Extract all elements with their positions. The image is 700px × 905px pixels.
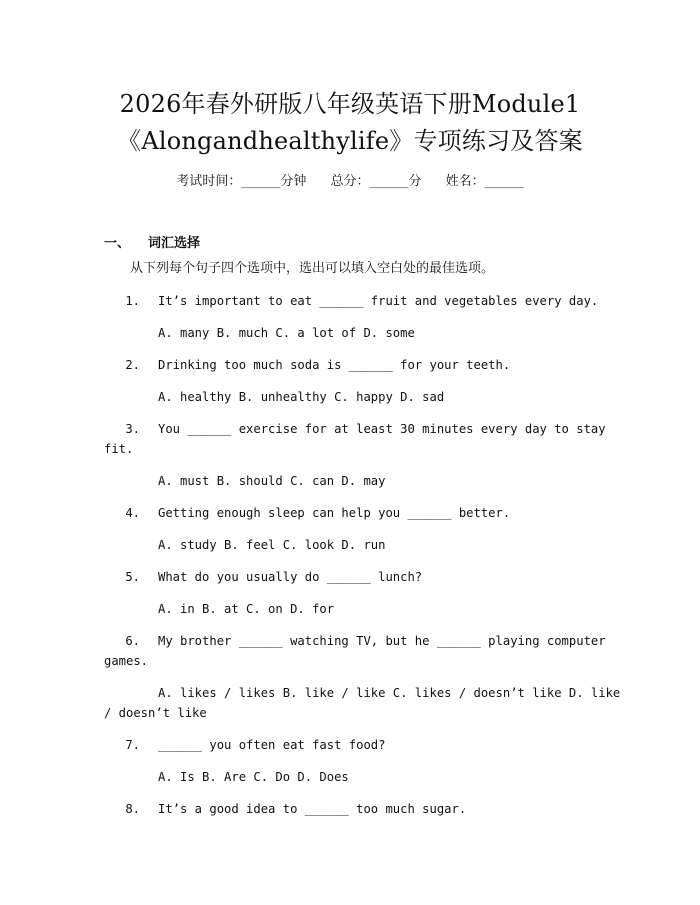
question-7-options: A. Is B. Are C. Do D. Does: [158, 770, 349, 784]
section-instruction: 从下列每个句子四个选项中，选出可以填入空白处的最佳选项。: [130, 261, 495, 276]
question-number: 2.: [125, 358, 140, 372]
exam-time: 考试时间：______分钟: [176, 174, 307, 189]
question-number: 5.: [125, 570, 140, 584]
question-text: Getting enough sleep can help you ______ better.: [158, 506, 511, 520]
question-text: You ______ exercise for at least 30 minutes every day to stay: [158, 422, 606, 436]
question-1-options: A. many B. much C. a lot of D. some: [158, 326, 415, 340]
question-3-continuation: fit.: [104, 442, 134, 456]
section-heading: [104, 232, 200, 251]
question-text: It’s important to eat ______ fruit and vegetables every day.: [158, 294, 599, 308]
section-number: 一、: [104, 236, 131, 251]
question-6-continuation: games.: [104, 654, 149, 668]
question-text: My brother ______ watching TV, but he ______ playing computer: [158, 634, 606, 648]
question-text: It’s a good idea to ______ too much sugar.: [158, 802, 467, 816]
question-number: 8.: [125, 802, 140, 816]
document-title-line1: 2026年春外研版八年级英语下册Module1: [119, 90, 581, 118]
question-4-options: A. study B. feel C. look D. run: [158, 538, 386, 552]
question-text: ______ you often eat fast food?: [158, 738, 386, 752]
question-text: What do you usually do ______ lunch?: [158, 570, 423, 584]
question-number: 3.: [125, 422, 140, 436]
exam-meta: [0, 170, 700, 189]
question-number: 7.: [125, 738, 140, 752]
question-number: 4.: [125, 506, 140, 520]
question-2-options: A. healthy B. unhealthy C. happy D. sad: [158, 390, 445, 404]
question-3-options: A. must B. should C. can D. may: [158, 474, 386, 488]
question-6-options: A. likes / likes B. like / like C. likes / doesn’t like D. like: [158, 686, 621, 700]
section-title: 词汇选择: [148, 236, 201, 251]
question-5-options: A. in B. at C. on D. for: [158, 602, 335, 616]
question-number: 6.: [125, 634, 140, 648]
total-score: 总分：______分: [330, 174, 422, 189]
question-text: Drinking too much soda is ______ for your teeth.: [158, 358, 511, 372]
document-title-line2: 《Alongandhealthylife》专项练习及答案: [117, 127, 583, 155]
student-name: 姓名：______: [445, 174, 524, 189]
question-number: 1.: [125, 294, 140, 308]
question-6-options-continuation: / doesn’t like: [104, 706, 207, 720]
